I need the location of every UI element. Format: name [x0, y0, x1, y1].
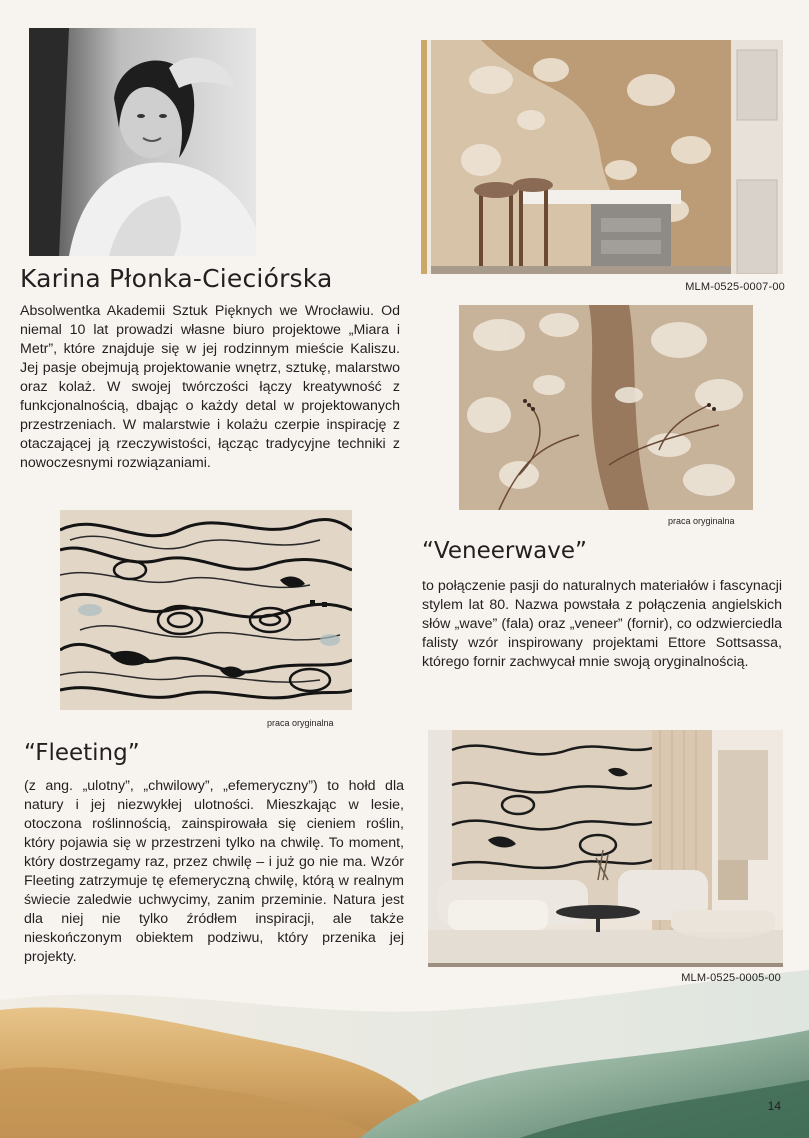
- veneerwave-original-artwork: [60, 510, 352, 710]
- designer-bio-text: Absolwentka Akademii Sztuk Pięknych we Wrocławiu. Od niemal 10 lat prowadzi własne biuro projektowe „Miara i Metr”, które znajduje się w jej rodzinnym mieście Kaliszu. Jej pasje obejmują projektowanie wnętrz, sztukę, malarstwo oraz kolaż. W swojej twórczości łączy kreatywność z funkcjonalnością, dbając o każdy detal w projektowanych przestrzeniach. W malarstwie i kolażu czerpie inspirację z otaczającej ją rzeczywistości, łącząc tradycyjne techniki z nowoczesnymi rozwiązaniami.: [20, 303, 400, 471]
- product-code-veneerwave: MLM-0525-0007-00: [685, 281, 785, 293]
- designer-portrait-photo: [29, 28, 256, 256]
- artwork-caption-veneerwave: praca oryginalna: [267, 718, 334, 728]
- designer-name-heading: Karina Płonka-Cieciórska: [20, 264, 333, 293]
- page-number: 14: [767, 1099, 781, 1113]
- fleeting-original-artwork: [459, 305, 753, 510]
- artwork-caption-fleeting: praca oryginalna: [668, 516, 735, 526]
- pattern-title-fleeting: “Fleeting”: [24, 740, 140, 766]
- living-room-interior-visualization: [428, 730, 783, 967]
- decorative-landscape-background: [0, 960, 809, 1138]
- pattern-description-fleeting: (z ang. „ulotny”, „chwilowy”, „efemeryczny”) to hołd dla natury i jej niezwykłej ulotności. Mieszkając w lesie, otoczona roślinnością, zainspirowała się cieniem roślin, który pojawia się w przestrzeni tylko na chwilę. To moment, który dostrzegamy raz, przez chwilę – i już go nie ma. Wzór Fleeting zatrzymuje tę efemeryczną chwilę, którą w realnym świecie zaledwie uchwycimy, zanim przeminie. Natura jest dla niej nie tylko źródłem inspiracji, ale także nieskończonym obiektem podziwu, który przenika jej projekty.: [24, 778, 404, 965]
- kitchen-interior-visualization: [421, 40, 783, 274]
- pattern-description-veneerwave: to połączenie pasji do naturalnych materiałów i fascynacji stylem lat 80. Nazwa powstała z połączenia angielskich słów „wave” (fala) oraz „veneer” (fornir), co odzwierciedla falisty wzór inspirowany projektami Ettore Sottsassa, którego fornir zachwycał mnie swoją oryginalnością.: [422, 578, 782, 670]
- product-code-fleeting: MLM-0525-0005-00: [681, 972, 781, 984]
- pattern-title-veneerwave: “Veneerwave”: [422, 538, 587, 564]
